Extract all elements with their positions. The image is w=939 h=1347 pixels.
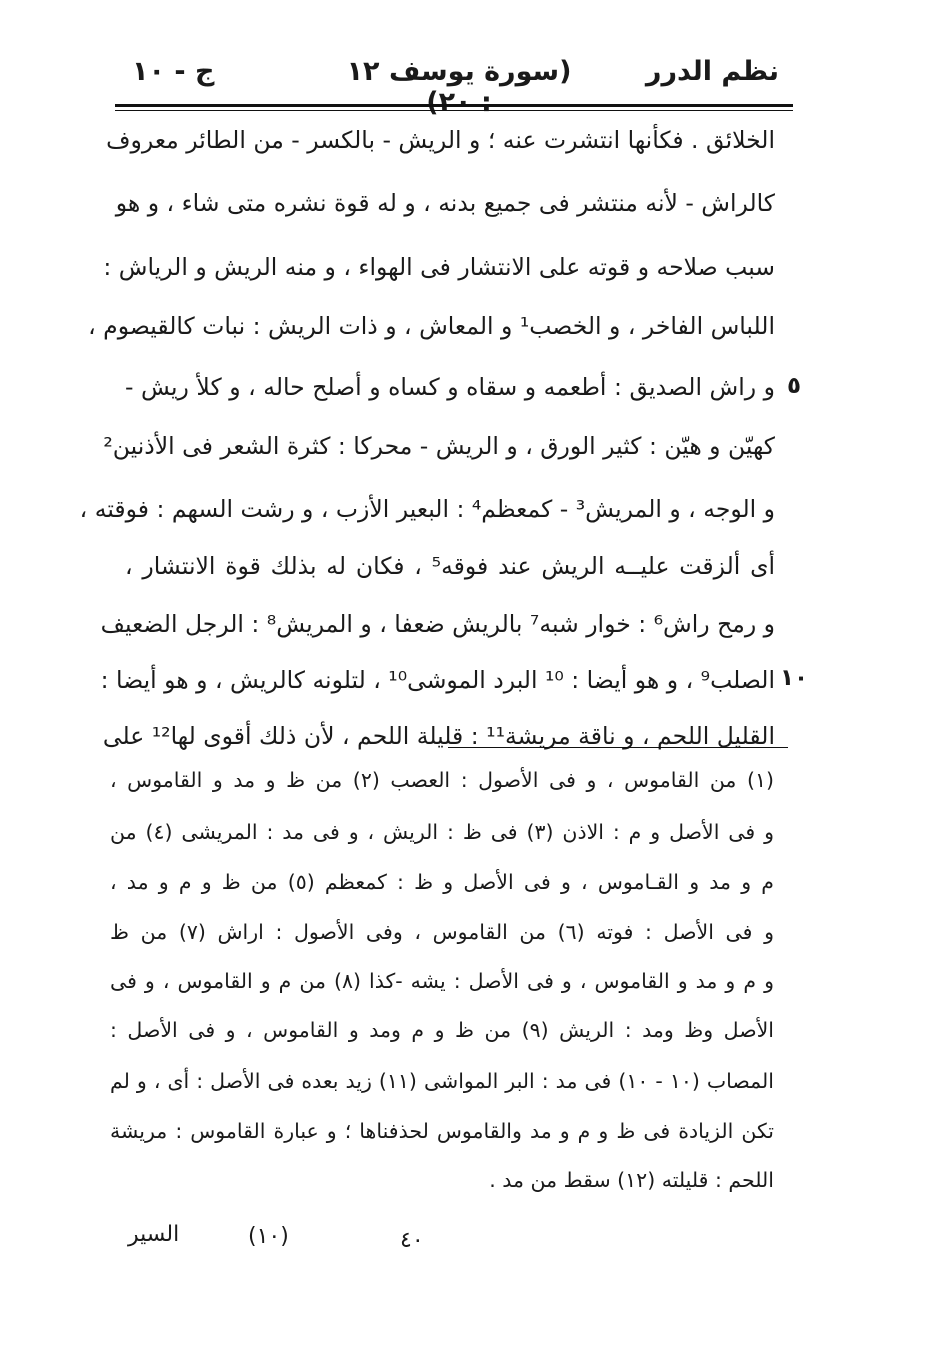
line-number-5: ٥ [787, 373, 802, 399]
body-line: القليل اللحم ، و ناقة مريشة¹¹ : قليلة اللحم ، لأن ذلك أقوى لها¹² على [102, 722, 775, 750]
body-line: سبب صلاحه و قوته على الانتشار فى الهواء ، و منه الريش و الرياش : [103, 253, 775, 281]
catchword: السير [128, 1222, 180, 1247]
page-number: ٤٠ [400, 1228, 424, 1253]
body-line: كهيّن و هيّن : كثير الورق ، و الريش - محركا : كثرة الشعر فى الأذنين² [103, 432, 775, 460]
footnote-line: تكن الزيادة فى ظ و م و مد والقاموس لحذفناها ؛ و عبارة القاموس : مريشة [110, 1119, 774, 1143]
running-title: نظم الدرر [645, 56, 779, 87]
footnote-line: و فى الأصل : فوته (٦) من القاموس ، وفى الأصول : اراش (٧) من ظ [110, 920, 774, 944]
body-line: و الوجه ، و المريش³ - كمعظم⁴ : البعير الأزب ، و رشت السهم : فوقته ، [79, 495, 775, 523]
footnote-line: و فى الأصل و م : الاذن (٣) فى ظ : الريش ، و فى مد : المريشى (٤) من [110, 820, 774, 844]
body-line: أى ألزقت عليــه الريش عند فوقه⁵ ، فكان له بذلك قوة الانتشار ، [125, 552, 775, 580]
volume-label: ج - ١٠ [132, 56, 215, 87]
body-line: الخلائق . فكأنها انتشرت عنه ؛ و الريش - بالكسر - من الطائر معروف [106, 126, 775, 154]
footnote-separator [448, 747, 788, 748]
footnote-line: الأصل وظ ومد : الريش (٩) من ظ و م ومد و القاموس ، و فى الأصل : [110, 1018, 775, 1042]
body-line: الصلب⁹ ، و هو أيضا : ¹⁰ البرد الموشى¹⁰ ، لتلونه كالريش ، و هو أيضا : [100, 666, 775, 694]
body-line: اللباس الفاخر ، و الخصب¹ و المعاش ، و ذات الريش : نبات كالقيصوم ، [88, 312, 775, 340]
body-line: كالراش - لأنه منتشر فى جميع بدنه ، و له قوة نشره متى شاء ، و هو [115, 189, 775, 217]
signature-mark: (١٠) [248, 1224, 289, 1249]
body-line: و راش الصديق : أطعمه و سقاه و كساه و أصلح حاله ، و كلأ ريش - [125, 373, 775, 401]
body-line: و رمح راش⁶ : خوار شبه⁷ بالريش ضعفا ، و المريش⁸ : الرجل الضعيف [100, 610, 775, 638]
header-rule-thin [115, 110, 793, 111]
footnote-line: (١) من القاموس ، و فى الأصول : العصب (٢) من ظ و مد و القاموس ، [110, 768, 774, 792]
header-rule-thick [115, 104, 793, 107]
line-number-10: ١٠ [780, 665, 809, 691]
surah-reference: (سورة يوسف ١٢ : ٢٠) [346, 56, 572, 118]
footnote-line: اللحم : قليلته (١٢) سقط من مد . [489, 1168, 774, 1192]
footnote-line: م و مد و القـاموس ، و فى الأصل و ظ : كمعظم (٥) من ظ و م و مد ، [110, 870, 774, 894]
footnote-line: المصاب (١٠ - ١٠) فى مد : البر المواشى (١١) زيد بعده فى الأصل : أى ، و لم [110, 1069, 774, 1093]
footnote-line: و م و مد و القاموس ، و فى الأصل : يشه -كذا (٨) من م و القاموس ، و فى [110, 969, 774, 993]
